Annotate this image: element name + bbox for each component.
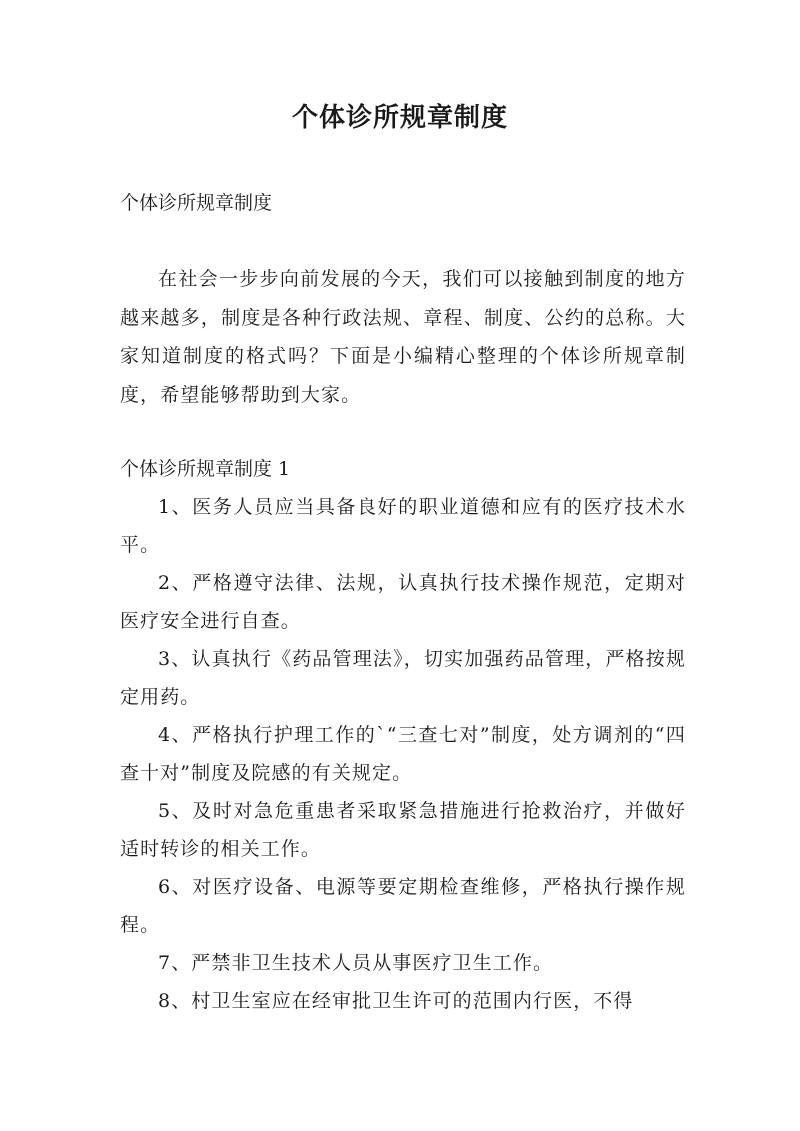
section-heading: 个体诊所规章制度 1 — [120, 458, 291, 480]
document-title: 个体诊所规章制度 — [291, 103, 508, 133]
rule-item-6: 6、对医疗设备、电源等要定期检查维修，严格执行操作规程。 — [120, 876, 686, 936]
rule-item-2: 2、严格遵守法律、法规，认真执行技术操作规范，定期对医疗安全进行自查。 — [120, 572, 686, 632]
intro-paragraph: 在社会一步步向前发展的今天，我们可以接触到制度的地方越来越多，制度是各种行政法规、章程、制度、公约的总称。大家知道制度的格式吗？下面是小编精心整理的个体诊所规章制度，希望能够帮助到大家。 — [120, 268, 686, 406]
rule-item-7: 7、严禁非卫生技术人员从事医疗卫生工作。 — [158, 952, 554, 974]
rule-item-8: 8、村卫生室应在经审批卫生许可的范围内行医，不得 — [158, 990, 634, 1012]
spacer — [120, 414, 686, 450]
document-body — [120, 184, 686, 1020]
rule-item-3: 3、认真执行《药品管理法》，切实加强药品管理，严格按规定用药。 — [120, 648, 686, 708]
spacer — [120, 222, 686, 260]
rule-item-1: 1、医务人员应当具备良好的职业道德和应有的医疗技术水平。 — [120, 496, 686, 556]
rule-item-5: 5、及时对急危重患者采取紧急措施进行抢救治疗，并做好适时转诊的相关工作。 — [120, 800, 686, 860]
rule-item-4: 4、严格执行护理工作的`“三查七对”制度，处方调剂的“四查十对”制度及院感的有关规定。 — [120, 724, 686, 784]
document-subtitle: 个体诊所规章制度 — [120, 192, 273, 214]
